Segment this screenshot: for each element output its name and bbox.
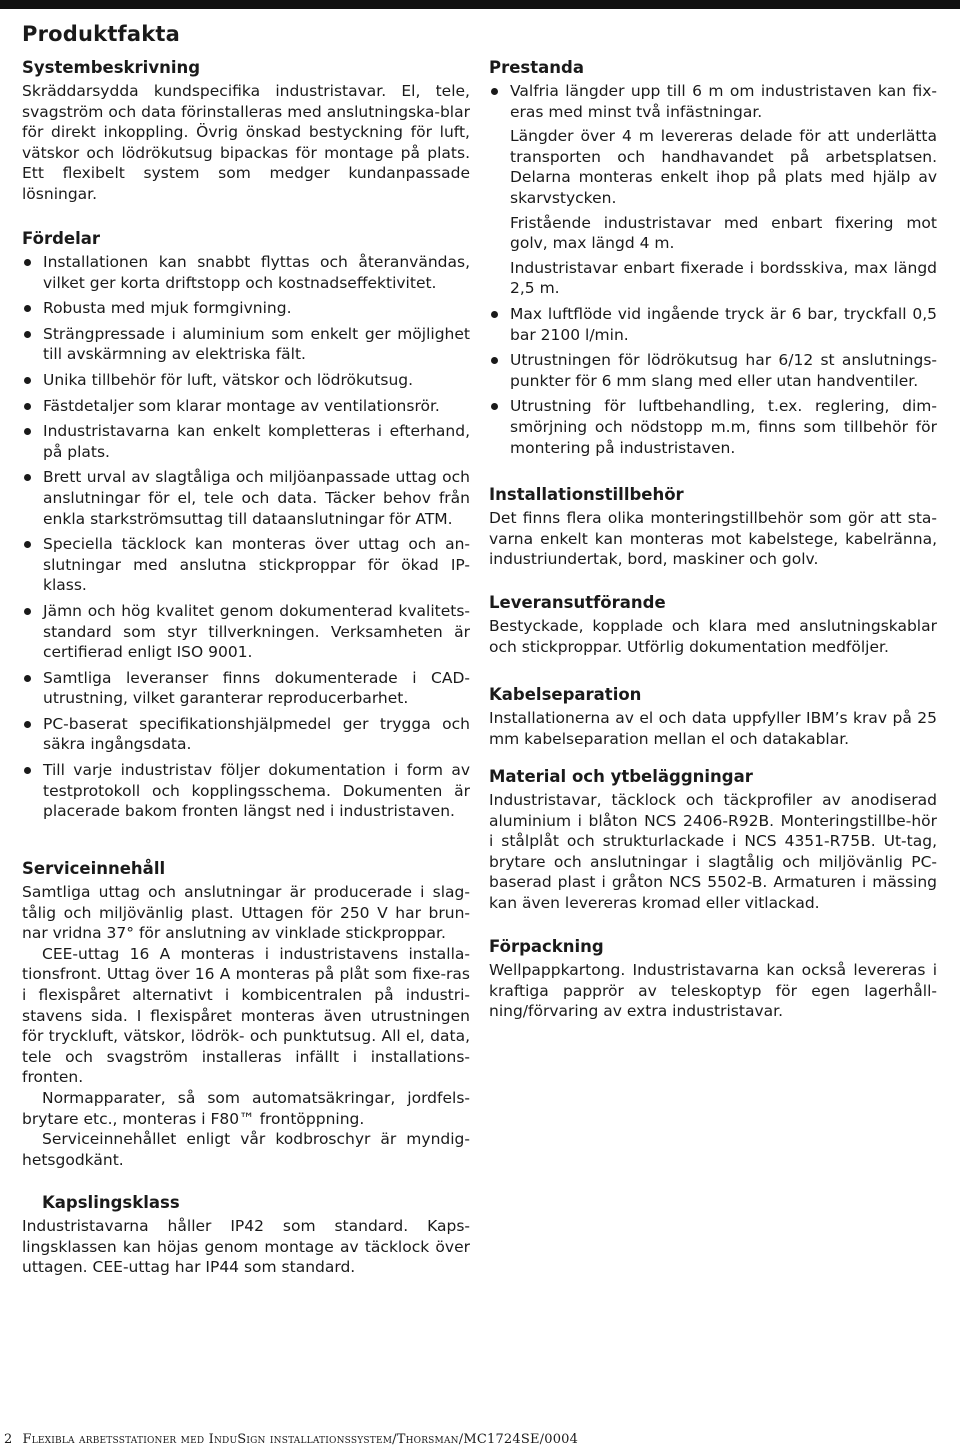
list-item: Utrustningen för lödrökutsug har 6/12 st anslutnings-punkter för 6 mm slang med eller utan handventiler. — [489, 350, 937, 391]
page-number: 2 — [4, 1432, 13, 1447]
kapsling-text: Industristavarna håller IP42 som standard. Kaps-lingsklassen kan höjas genom montage av täcklock över uttagen. CEE-uttag har IP44 som standard. — [22, 1217, 470, 1277]
list-item: Max luftflöde vid ingående tryck är 6 bar, tryckfall 0,5 bar 2100 l/min. — [489, 304, 937, 345]
bullet-icon — [24, 259, 31, 266]
page-footer — [4, 1432, 578, 1447]
service-heading: Serviceinnehåll — [22, 859, 166, 878]
bullet-icon — [24, 541, 31, 548]
service-paragraph-4: Serviceinnehållet enligt vår kodbroschyr är myndig-hetsgodkänt. — [22, 1130, 470, 1169]
bullet-icon — [24, 675, 31, 682]
bullet-icon — [491, 88, 498, 95]
leverans-heading: Leveransutförande — [489, 593, 666, 612]
fordelar-heading: Fördelar — [22, 229, 101, 248]
list-item: Samtliga leveranser finns dokumenterade i CAD-utrustning, vilket garanterar reproducerbarhet. — [22, 668, 470, 709]
service-paragraph-1: Samtliga uttag och anslutningar är producerade i slag-tålig och miljövänlig plast. Uttagen för 250 V har brun-nar vridna 37° för anslutning av vinklade stickproppar. — [22, 883, 470, 943]
list-item: Fästdetaljer som klarar montage av ventilationsrör. — [22, 396, 470, 417]
bullet-icon — [24, 474, 31, 481]
system-section — [22, 57, 470, 205]
forpackning-text: Wellpappkartong. Industristavarna kan också levereras i kraftiga papprör av teleskoptyp för egen lagerhåll-ning/förvaring av extra industristavar. — [489, 961, 937, 1021]
prestanda-list — [489, 81, 937, 458]
leverans-section — [489, 592, 937, 657]
list-item: Brett urval av slagtåliga och miljöanpassade uttag och anslutningar för el, tele och data. Täcker behov från enkla starkströmsuttag till dataanslutningar för ATM. — [22, 467, 470, 529]
fordelar-list — [22, 252, 470, 822]
bullet-icon — [24, 428, 31, 435]
list-item: Valfria längder upp till 6 m om industristaven kan fix-eras med minst två infästningar. Längder över 4 m levereras delade för att underlätta transporten och handhavandet på arbetsplatsen. Delarna monteras enkelt ihop på plats med hjälp av skarvstycken. Fristående industristavar med enbart fixering mot golv, max längd 4 m. Industristavar enbart fixerade i bordsskiva, max längd 2,5 m. — [489, 81, 937, 299]
page-title: Produktfakta — [22, 22, 181, 46]
forpackning-heading: Förpackning — [489, 937, 604, 956]
bullet-icon — [24, 608, 31, 615]
kapsling-section — [22, 1192, 470, 1278]
bullet-icon — [24, 403, 31, 410]
leverans-text: Bestyckade, kopplade och klara med anslutningskablar och stickproppar. Utförlig dokumentation medföljer. — [489, 617, 937, 656]
material-heading: Material och ytbeläggningar — [489, 767, 753, 786]
install-section — [489, 484, 937, 570]
kabel-section — [489, 684, 937, 749]
bullet-icon — [24, 721, 31, 728]
kabel-text: Installationerna av el och data uppfyller IBM’s krav på 25 mm kabelseparation mellan el och datakablar. — [489, 709, 937, 748]
list-item: Till varje industristav följer dokumentation i form av testprotokoll och kopplingsschema. Dokumenten är placerade bakom fronten längst ned i industristaven. — [22, 760, 470, 822]
list-item: Robusta med mjuk formgivning. — [22, 298, 470, 319]
bullet-icon — [491, 311, 498, 318]
kabel-heading: Kabelseparation — [489, 685, 642, 704]
fordelar-section — [22, 228, 470, 827]
material-text: Industristavar, täcklock och täckprofiler av anodiserad aluminium i blåton NCS 2406-R92B. Monteringstillbe-hör i stålplåt och strukturlackade i NCS 4351-R75B. Ut-tag, brytare och anslutningar i slagtålig och miljövänlig PC-baserad plast i gråton NCS 5502-B. Armaturen i mässing kan även levereras kromad eller vitlackad. — [489, 791, 937, 912]
list-item: Industristavarna kan enkelt kompletteras i efterhand, på plats. — [22, 421, 470, 462]
bullet-icon — [24, 331, 31, 338]
system-heading: Systembeskrivning — [22, 58, 201, 77]
list-item: Strängpressade i aluminium som enkelt ger möjlighet till avskärmning av elektriska fält. — [22, 324, 470, 365]
prestanda-section — [489, 57, 937, 463]
bullet-icon — [491, 357, 498, 364]
list-item: PC-baserat specifikationshjälpmedel ger trygga och säkra ingångsdata. — [22, 714, 470, 755]
bullet-icon — [24, 305, 31, 312]
service-section — [22, 858, 470, 1170]
system-text: Skräddarsydda kundspecifika industristavar. El, tele, svagström och data förinstalleras med anslutningska-blar för direkt inkoppling. Övrig önskad bestyckning för luft, vätskor och lödrökutsug bipackas för montage på plats. Ett flexibelt system som medger kundanpassade lösningar. — [22, 82, 470, 203]
install-heading: Installationstillbehör — [489, 485, 684, 504]
prestanda-heading: Prestanda — [489, 58, 584, 77]
install-text: Det finns flera olika monteringstillbehör som gör att sta-varna enkelt kan monteras mot kabelstege, kabelränna, industriundertak, bord, maskiner och golv. — [489, 509, 937, 569]
list-item: Unika tillbehör för luft, vätskor och lödrökutsug. — [22, 370, 470, 391]
bullet-icon — [24, 377, 31, 384]
forpackning-section — [489, 936, 937, 1022]
list-item: Speciella täcklock kan monteras över uttag och an-slutningar med anslutna stickproppar för ökad IP-klass. — [22, 534, 470, 596]
service-paragraph-2: CEE-uttag 16 A monteras i industristavens installa-tionsfront. Uttag över 16 A monteras på plåt som fixe-ras i flexispåret alternativt i kombicentralen på industri-stavens sida. I flexispåret monteras även utrustningen för tryckluft, vätskor, lödrök- och punktutsug. All el, data, tele och svagström installeras infällt i installations-fronten. — [22, 944, 470, 1087]
list-item: Utrustning för luftbehandling, t.ex. reglering, dim-smörjning och nödstopp m.m, finns som tillbehör för montering på industristaven. — [489, 396, 937, 458]
bullet-icon — [24, 767, 31, 774]
list-item: Jämn och hög kvalitet genom dokumenterad kvalitets-standard som styr tillverkningen. Verksamheten är certifierad enligt ISO 9001. — [22, 601, 470, 663]
service-paragraph-3: Normapparater, så som automatsäkringar, jordfels-brytare etc., monteras i F80™ frontöppning. — [22, 1088, 470, 1128]
top-border — [0, 0, 960, 9]
footer-text: Flexibla arbetsstationer med InduSign installationssystem/Thorsman/MC1724SE/0004 — [22, 1432, 579, 1447]
bullet-icon — [491, 403, 498, 410]
material-section — [489, 766, 937, 914]
kapsling-heading: Kapslingsklass — [42, 1193, 180, 1212]
list-item: Installationen kan snabbt flyttas och återanvändas, vilket ger korta driftstopp och kostnadseffektivitet. — [22, 252, 470, 293]
